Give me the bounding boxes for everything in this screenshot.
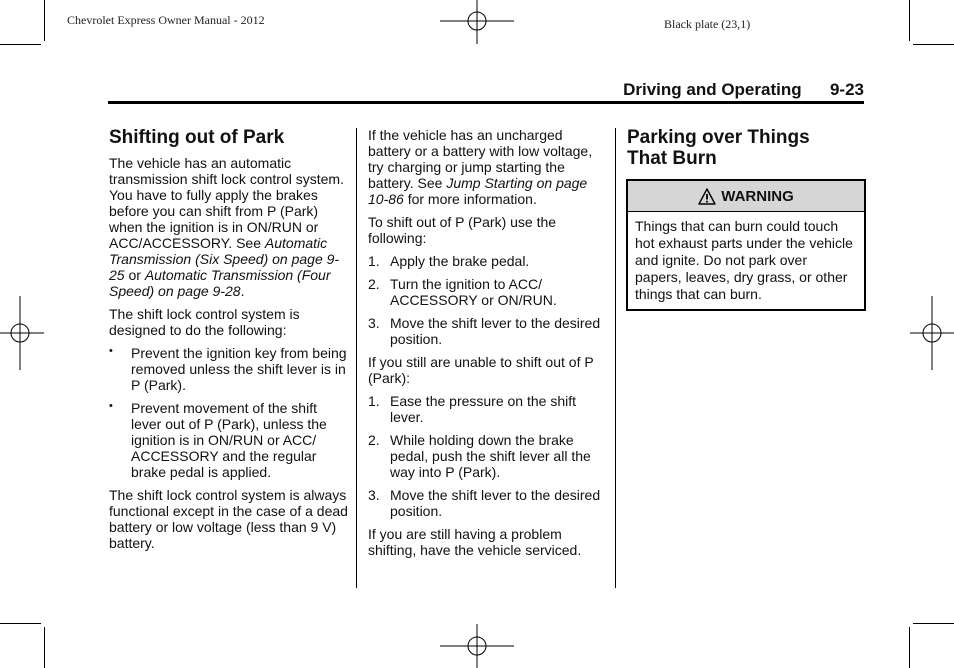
section-title: Driving and Operating bbox=[623, 80, 802, 99]
cross-reference[interactable]: Jump Starting on page 10-86 bbox=[368, 175, 588, 207]
crop-mark bbox=[44, 0, 45, 41]
heading-parking-over-things-that-burn: Parking over Things That Burn bbox=[627, 127, 810, 169]
cross-reference[interactable]: Automatic Transmission (Six Speed) on page 9-25 bbox=[109, 235, 340, 283]
cross-reference[interactable]: Automatic Transmission (Four Speed) on page 9-28 bbox=[109, 267, 331, 299]
warning-box bbox=[626, 179, 866, 311]
paragraph: The shift lock control system is designed to do the following: bbox=[109, 306, 300, 338]
heading-shifting-out-of-park: Shifting out of Park bbox=[109, 127, 285, 148]
crop-mark bbox=[44, 627, 45, 668]
paragraph: The vehicle has an automatic transmission shift lock control system. You have to fully apply the brakes before you can shift from P (Park) when the ignition is in ON/RUN or ACC/ACCESSORY. See Automatic Transmission (Six Speed) on page 9-25 or Automatic Transmission (Four Speed) on page 9-28. bbox=[109, 155, 344, 299]
registration-mark-icon bbox=[0, 296, 44, 370]
paragraph: If the vehicle has an uncharged battery or a battery with low voltage, try charging or jump starting the battery. See Jump Starting on page 10-86 for more information. bbox=[368, 127, 593, 207]
crop-mark bbox=[913, 623, 954, 624]
crop-mark bbox=[0, 623, 41, 624]
manual-title: Chevrolet Express Owner Manual - 2012 bbox=[67, 13, 265, 27]
list-item: 1. Ease the pressure on the shift lever. bbox=[368, 393, 576, 425]
registration-mark-icon bbox=[440, 624, 514, 668]
bullet-list bbox=[109, 345, 349, 480]
column-divider bbox=[615, 128, 616, 588]
paragraph: If you are still having a problem shifting, have the vehicle serviced. bbox=[368, 526, 582, 558]
column-3 bbox=[627, 127, 863, 176]
crop-mark bbox=[913, 44, 954, 45]
warning-text: Things that can burn could touch hot exhaust parts under the vehicle and ignite. Do not park over papers, leaves, dry grass, or other things that can burn. bbox=[635, 218, 853, 302]
crop-mark bbox=[909, 0, 910, 41]
bullet-marker: • bbox=[109, 345, 113, 357]
column-1 bbox=[109, 127, 349, 558]
warning-triangle-icon bbox=[698, 188, 716, 205]
page-number: 9-23 bbox=[829, 80, 864, 99]
warning-label: WARNING bbox=[721, 187, 794, 205]
warning-header bbox=[628, 181, 864, 212]
crop-mark bbox=[909, 627, 910, 668]
registration-mark-icon bbox=[440, 0, 514, 44]
plate-label: Black plate (23,1) bbox=[664, 17, 751, 31]
section-header bbox=[108, 80, 864, 104]
numbered-list bbox=[368, 253, 608, 347]
paragraph: If you still are unable to shift out of P (Park): bbox=[368, 354, 594, 386]
column-2 bbox=[368, 127, 608, 565]
list-item: 3. Move the shift lever to the desired position. bbox=[368, 315, 601, 347]
list-item: • Prevent the ignition key from being removed unless the shift lever is in P (Park). bbox=[109, 345, 347, 393]
registration-mark-icon bbox=[910, 296, 954, 370]
list-item: • Prevent movement of the shift lever out of P (Park), unless the ignition is in ON/RUN or ACC/ ACCESSORY and the regular brake pedal is applied. bbox=[109, 400, 327, 480]
list-item: 3. Move the shift lever to the desired position. bbox=[368, 487, 601, 519]
crop-mark bbox=[0, 44, 41, 45]
numbered-list bbox=[368, 393, 608, 519]
header-rule bbox=[108, 101, 864, 104]
paragraph: To shift out of P (Park) use the following: bbox=[368, 214, 557, 246]
list-item: 2. While holding down the brake pedal, push the shift lever all the way into P (Park). bbox=[368, 432, 591, 480]
bullet-marker: • bbox=[109, 400, 113, 412]
list-item: 2. Turn the ignition to ACC/ ACCESSORY or ON/RUN. bbox=[368, 276, 557, 308]
paragraph: The shift lock control system is always functional except in the case of a dead battery or low voltage (less than 9 V) battery. bbox=[109, 487, 348, 551]
list-item: 1. Apply the brake pedal. bbox=[368, 253, 530, 269]
column-divider bbox=[356, 128, 357, 588]
